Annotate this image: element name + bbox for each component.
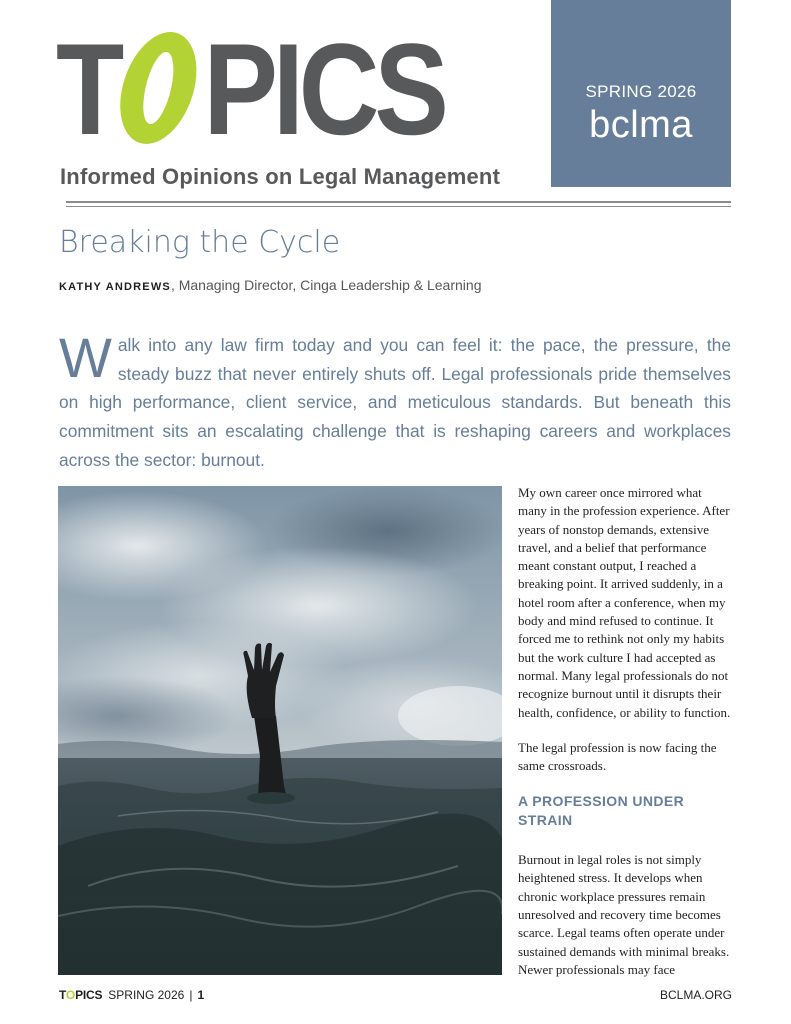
lead-text: alk into any law firm today and you can feel it: the pace, the pressure, the steady buzz that never entirely shuts off. Legal professionals pride themselves on high performance, client service, and meticulous standards. But beneath this commitment sits an escalating challenge that is reshaping careers and workplaces across the sector: burnout.	[59, 335, 731, 470]
body-paragraph-2: The legal profession is now facing the same crossroads.	[518, 739, 717, 774]
body-paragraph-1: My own career once mirrored what many in the profession experience. After years of nonstop demands, extensive travel, and a belief that performance meant constant output, I reached a breaking point. It arrived suddenly, in a hotel room after a conference, when my body and mind refused to continue. It forced me to rethink not only my habits but the work culture I had accepted as normal. Many legal professionals do not recognize burnout until it disrupts their health, confidence, or ability to function.	[518, 485, 731, 720]
author-name: KATHY ANDREWS	[59, 281, 171, 293]
header-divider	[66, 201, 731, 203]
logo-green-o-icon	[117, 28, 200, 150]
footer-topics-logo: TOPICS	[59, 988, 103, 1002]
hand-reaching-out-of-ocean-image	[58, 486, 502, 975]
section-heading: A PROFESSION UNDER STRAIN	[518, 793, 685, 828]
footer-issue: SPRING 2026	[108, 988, 185, 1002]
article-title: Breaking the Cycle	[59, 225, 341, 260]
footer-website-link[interactable]: BCLMA.ORG	[659, 988, 732, 1002]
header-divider-thin	[66, 206, 731, 207]
lead-paragraph	[59, 326, 731, 475]
footer-separator: |	[189, 988, 193, 1002]
logo-letters-pics: PICS	[203, 16, 444, 162]
issue-badge	[551, 0, 731, 187]
body-paragraph-3: Burnout in legal roles is not simply heightened stress. It develops when chronic workplace pressures remain unresolved and recovery time becomes scarce. Legal teams often operate under sustained demands with minimal breaks. Newer professionals may face	[518, 852, 730, 977]
drop-cap: W	[59, 326, 112, 389]
topics-logo	[56, 16, 444, 162]
article-body-column	[518, 484, 732, 996]
masthead-tagline: Informed Opinions on Legal Management	[60, 164, 501, 189]
logo-letter-t: T	[56, 16, 120, 162]
issue-season: SPRING 2026	[585, 82, 697, 101]
footer-issue-info	[59, 988, 204, 1002]
page-number: 1	[197, 988, 205, 1002]
publisher-brand: bclma	[589, 104, 693, 146]
author-role: , Managing Director, Cinga Leadership & Learning	[170, 277, 482, 293]
article-byline	[59, 277, 481, 293]
